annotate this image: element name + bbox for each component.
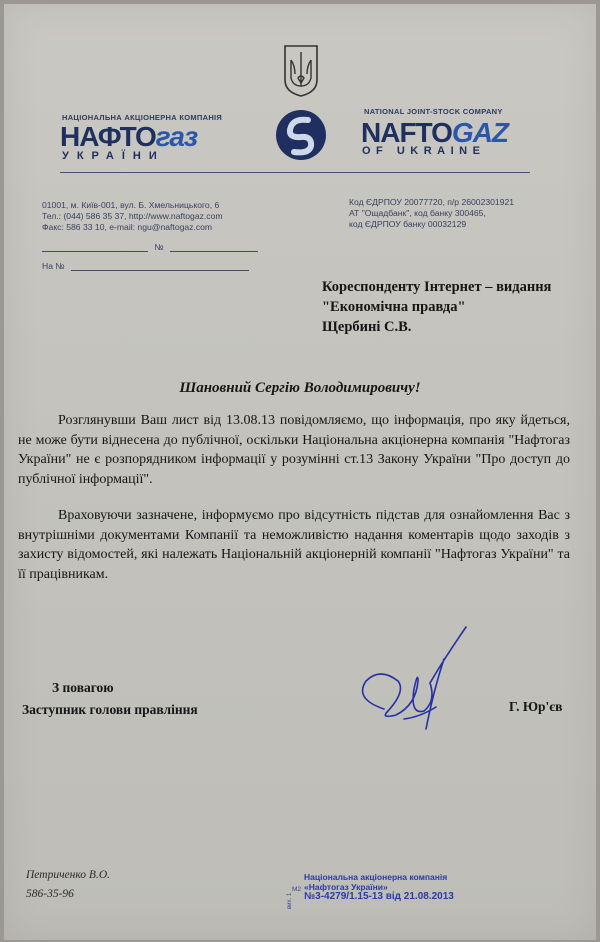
company-address: 01001, м. Київ-001, вул. Б. Хмельницького, 6 Тел.: (044) 586 35 37, http://www.naftogaz.com Факс: 586 33 10, e-mail: ngu@naftogaz.com bbox=[42, 200, 223, 232]
salutation: Шановний Сергію Володимировичу! bbox=[179, 380, 421, 396]
naftogaz-emblem-icon bbox=[274, 108, 328, 162]
signer-name: Г. Юр'єв bbox=[509, 699, 563, 714]
header-divider bbox=[60, 172, 530, 173]
body-paragraph-1: Розглянувши Ваш лист від 13.08.13 повідомляємо, що інформація, про яку йдеться, не може бути віднесена до публічної, оскільки Національна акціонерна компанія "Нафтогаз України" не є розпорядником інформації у розумінні ст.13 Закону України "Про доступ до публічної інформації". bbox=[18, 413, 570, 487]
en-logo: NAFTOGAZ bbox=[361, 117, 509, 148]
en-logo-sub: OF UKRAINE bbox=[362, 145, 486, 157]
ua-logo: НАФТОгаз bbox=[60, 121, 198, 152]
ua-logo-sub: УКРАЇНИ bbox=[62, 150, 165, 162]
recipient-block: Кореспонденту Інтернет – видання "Економічна правда" Щербині С.В. bbox=[322, 279, 552, 335]
en-company-line: NATIONAL JOINT-STOCK COMPANY bbox=[364, 107, 503, 116]
letter-sheet bbox=[4, 4, 596, 940]
bank-codes: Код ЄДРПОУ 20077720, п/р 26002301921 АТ "Ощадбанк", код банку 300465, код ЄДРПОУ банку 00032129 bbox=[349, 197, 515, 229]
handwritten-signature-icon bbox=[344, 619, 484, 759]
reply-to-line: На № bbox=[42, 261, 249, 271]
stamp-m2-label: М2 bbox=[292, 886, 302, 893]
body-paragraph-2: Враховуючи зазначене, інформуємо про відсутність підстав для ознайомлення Вас з внутрішніми документами Компанії та неможливістю надання коментарів щодо заходів з захисту відомостей, які належать Національній акціонерній компанії "Нафтогаз України" та її працівникам. bbox=[18, 508, 570, 582]
stamp-side-label: вих. 1 bbox=[287, 892, 293, 909]
ua-company-line: НАЦІОНАЛЬНА АКЦІОНЕРНА КОМПАНІЯ bbox=[62, 113, 223, 122]
outgoing-number-line: № bbox=[42, 242, 258, 252]
ukraine-trident-icon bbox=[279, 42, 323, 98]
executor-block: Петриченко В.О. 586-35-96 bbox=[26, 869, 111, 900]
closing-block: З повагою Заступник голови правління bbox=[22, 680, 198, 717]
registration-stamp: Національна акціонерна компанія «Нафтогаз України» №3-4279/1.15-13 від 21.08.2013 bbox=[304, 872, 454, 902]
